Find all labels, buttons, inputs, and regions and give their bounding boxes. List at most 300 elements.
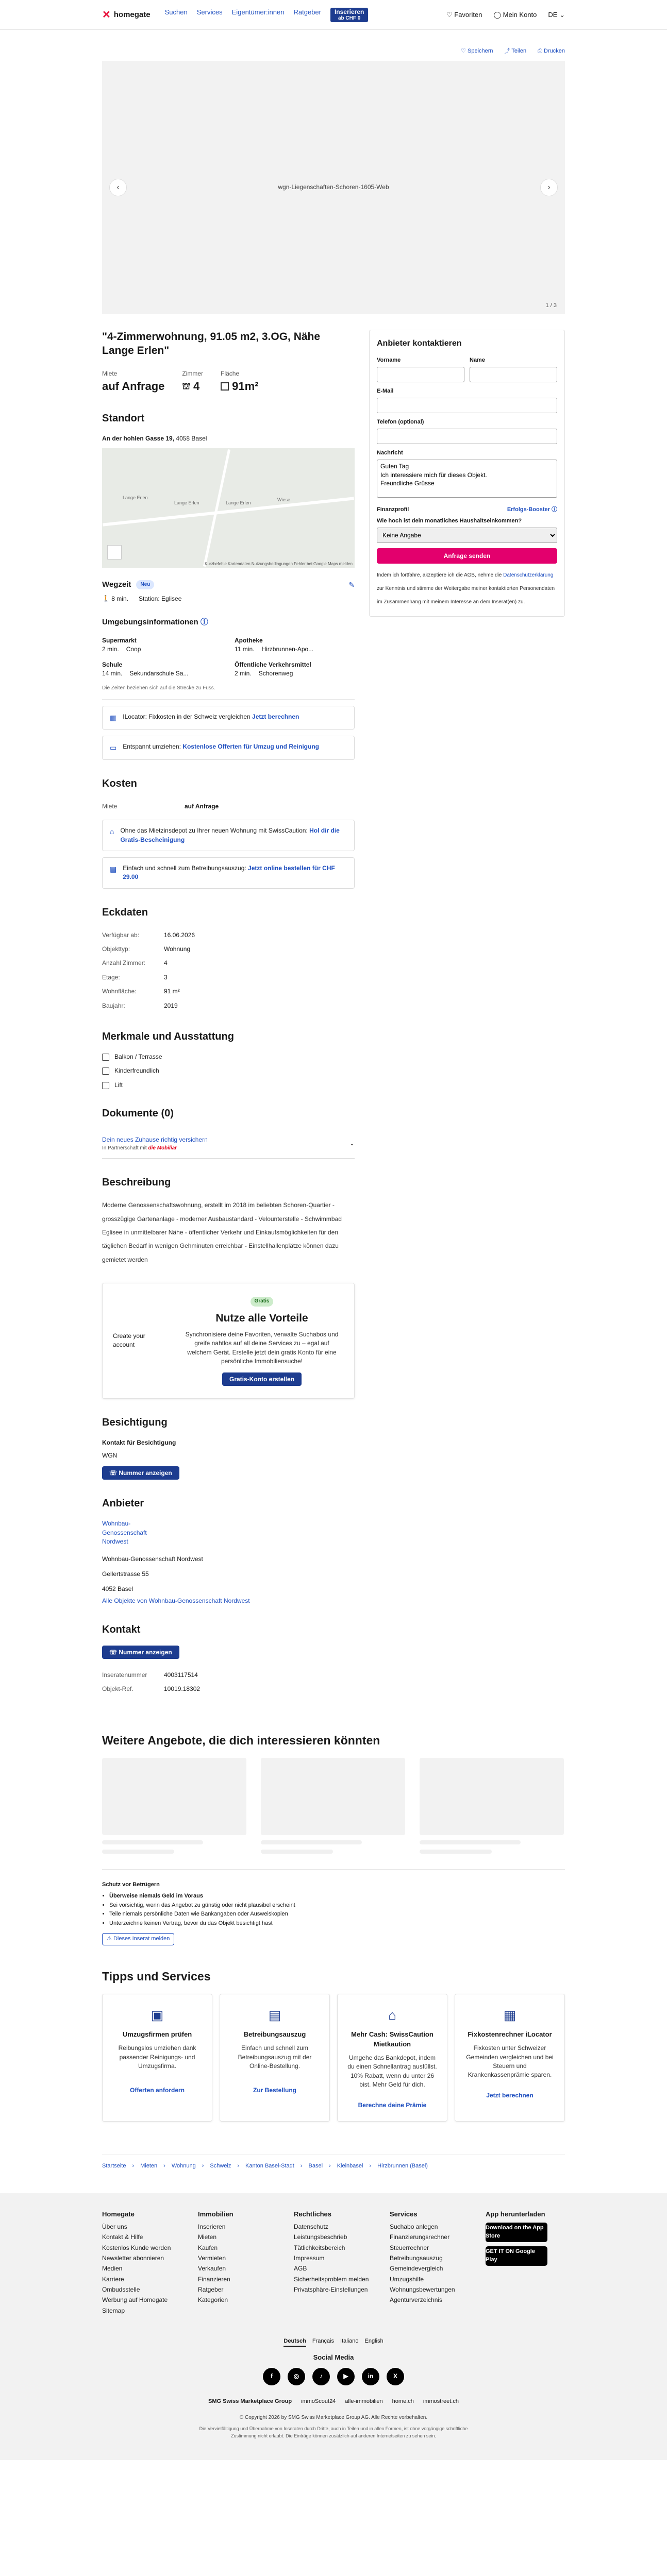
document-icon: ▤: [110, 865, 117, 873]
promo-swisscaution[interactable]: [102, 820, 355, 851]
calculator-icon: ▦: [503, 2007, 516, 2023]
travel-duration-value: 8 min.: [111, 595, 128, 602]
offer-card-placeholder[interactable]: [261, 1758, 405, 1854]
map-street-view-button[interactable]: [107, 545, 122, 560]
map-label: Lange Erlen: [123, 495, 148, 501]
lang-fr[interactable]: Français: [312, 2338, 335, 2345]
keydata-key: Wohnfläche:: [102, 988, 137, 995]
footer-link[interactable]: Kostenlos Kunde werden: [102, 2244, 171, 2251]
provider-street: Gellertstrasse 55: [102, 1570, 149, 1578]
chevron-right-icon: ›: [237, 2162, 240, 2169]
footer-link[interactable]: Finanzieren: [198, 2275, 230, 2283]
map[interactable]: [102, 448, 355, 568]
offer-card-placeholder[interactable]: [102, 1758, 246, 1854]
footer-link[interactable]: Ombudsstelle: [102, 2286, 140, 2294]
language-label: DE: [548, 10, 558, 19]
box-icon: ▣: [151, 2007, 164, 2023]
footer-link[interactable]: Verkaufen: [198, 2265, 226, 2273]
breadcrumb-item[interactable]: Wohnung: [171, 2162, 196, 2169]
site-footer: [0, 2193, 667, 2460]
breadcrumb-item[interactable]: Kleinbasel: [337, 2162, 363, 2169]
footer-link[interactable]: Ratgeber: [198, 2286, 224, 2294]
x-icon[interactable]: X: [387, 2368, 404, 2385]
warning-icon: ⚠: [107, 1936, 112, 1942]
message-label: Nachricht: [377, 449, 403, 456]
keydata-key: Objekttyp:: [102, 945, 130, 953]
provider-link-line[interactable]: Nordwest: [102, 1538, 128, 1546]
account-promo-left: Create your account: [113, 1332, 145, 1349]
tip-title: Umzugsfirmen prüfen: [122, 2030, 192, 2039]
footer-link[interactable]: Wohnungsbewertungen: [390, 2286, 455, 2294]
env-item-name: Sekundarschule Sa...: [129, 670, 189, 677]
env-item-name: Coop: [126, 646, 141, 653]
keydata-value: 3: [164, 973, 168, 981]
finance-label: Finanzprofil: [377, 506, 409, 513]
footer-link[interactable]: Impressum: [294, 2254, 325, 2262]
promo-link[interactable]: Hol dir die Gratis-Bescheinigung: [120, 827, 340, 843]
environment-heading: [102, 617, 355, 628]
gallery-image-alt: wgn-Liegenschaften-Schoren-1605-Web: [278, 183, 389, 191]
footer-col-title: Rechtliches: [294, 2210, 331, 2218]
promo-text: Ohne das Mietzinsdepot zu Ihrer neuen Wohnung mit SwissCaution:: [120, 827, 310, 835]
first-name-input[interactable]: [377, 367, 464, 382]
chevron-right-icon: ›: [547, 183, 551, 192]
brand-links: [102, 2398, 565, 2406]
footer-link[interactable]: Kontakt & Hilfe: [102, 2233, 143, 2241]
offer-card-placeholder[interactable]: [420, 1758, 564, 1854]
env-item-title: Schule: [102, 660, 123, 668]
tip-text: Fixkosten unter Schweizer Gemeinden vergleichen und bei Steuern und Krankenkassenprämie sparen.: [466, 2044, 554, 2079]
env-item-name: Hirzbrunnen-Apo...: [261, 646, 314, 653]
footer-link[interactable]: Sitemap: [102, 2307, 125, 2314]
tip-text: Einfach und schnell zum Betreibungsauszug mit der Online-Bestellung.: [238, 2044, 312, 2070]
footer-link[interactable]: Kaufen: [198, 2244, 218, 2251]
rooms-value: 4: [193, 379, 200, 393]
contact-key: Objekt-Ref.: [102, 1685, 134, 1692]
brand-link[interactable]: immoScout24: [301, 2398, 336, 2405]
bed-icon: ⛫: [182, 381, 191, 391]
costs-heading: Kosten: [102, 777, 137, 789]
location-heading: Standort: [102, 412, 145, 424]
footer-col-legal: [294, 2210, 371, 2317]
footer-link[interactable]: Medien: [102, 2265, 123, 2273]
logo-text: homegate: [113, 10, 151, 20]
env-item-time: 2 min.: [235, 670, 252, 677]
insurance-accordion[interactable]: [102, 1129, 355, 1159]
tip-link[interactable]: Berechne deine Prämie: [358, 2101, 427, 2109]
breadcrumb-item[interactable]: Basel: [308, 2162, 323, 2169]
map-attribution: Kurzbefehle Kartendaten Nutzungsbedingungen Fehler bei Google Maps melden: [205, 561, 353, 566]
tip-title: Fixkostenrechner iLocator: [468, 2030, 552, 2039]
footer-link[interactable]: Karriere: [102, 2275, 124, 2283]
keydata-value: Wohnung: [164, 945, 191, 953]
footer-link[interactable]: Datenschutz: [294, 2223, 328, 2230]
keydata-row: [102, 942, 355, 956]
area-value: 91m²: [232, 379, 259, 393]
contact-form-heading: Anbieter kontaktieren: [377, 338, 462, 348]
insurance-partner: [102, 1145, 208, 1153]
breadcrumb-item[interactable]: Schweiz: [210, 2162, 231, 2169]
footer-link[interactable]: Tätlichkeitsbereich: [294, 2244, 345, 2251]
contact-sidebar: [369, 330, 565, 1696]
chevron-right-icon: ›: [132, 2162, 135, 2169]
provider-link-line[interactable]: Genossenschaft: [102, 1529, 147, 1536]
footer-link[interactable]: Suchabo anlegen: [390, 2223, 438, 2230]
breadcrumb: [102, 2155, 565, 2171]
promo-text: Entspannt umziehen:: [123, 743, 183, 751]
tip-text: Reibungslos umziehen dank passender Reinigungs- und Umzugsfirma.: [118, 2044, 196, 2070]
rent-value: auf Anfrage: [102, 379, 165, 393]
env-item-title: Supermarkt: [102, 637, 137, 645]
address-street: An der hohlen Gasse 19,: [102, 434, 175, 442]
contact-row: [102, 1668, 355, 1682]
promo-moving[interactable]: [102, 736, 355, 759]
mobiliar-logo: die Mobiliar: [148, 1145, 177, 1151]
phone-input[interactable]: [377, 429, 557, 444]
keydata-row: [102, 999, 355, 1013]
tips-cards: [102, 1994, 565, 2122]
gallery-next-button[interactable]: [540, 179, 558, 196]
travel-station: Station: Eglisee: [138, 595, 182, 602]
feature-label: Kinderfreundlich: [114, 1067, 159, 1075]
nav-eigentuemer[interactable]: Eigentümer:innen: [231, 8, 285, 16]
tip-card: [102, 1994, 212, 2122]
footer-col-services: [390, 2210, 467, 2317]
footer-link[interactable]: Newsletter abonnieren: [102, 2254, 164, 2262]
youtube-icon[interactable]: ▶: [337, 2368, 355, 2385]
show-number-button[interactable]: [102, 1646, 179, 1659]
footer-link[interactable]: Steuerrechner: [390, 2244, 429, 2251]
fraud-item: • Teile niemals persönliche Daten wie Bankangaben oder Ausweiskopien: [109, 1910, 565, 1919]
footer-link[interactable]: Inserieren: [198, 2223, 226, 2230]
inserieren-label: Inserieren: [334, 8, 364, 15]
site-header: [0, 0, 667, 30]
tips-heading: Tipps und Services: [102, 1970, 211, 1984]
new-badge: Neu: [136, 580, 154, 590]
keydata-table: [102, 928, 355, 1013]
tip-link[interactable]: Offerten anfordern: [129, 2087, 185, 2094]
phone-icon: ☏: [109, 1648, 118, 1656]
contact-heading: Kontakt: [102, 1623, 141, 1635]
area-label: Fläche: [221, 369, 240, 377]
fraud-item: • Überweise niemals Geld im Voraus: [109, 1892, 565, 1901]
income-select[interactable]: [377, 528, 557, 543]
child-icon: [102, 1067, 109, 1075]
tip-card: [455, 1994, 565, 2122]
message-textarea[interactable]: [377, 460, 557, 498]
rent-label: Miete: [102, 369, 118, 377]
facebook-icon[interactable]: f: [263, 2368, 280, 2385]
keydata-row: [102, 971, 355, 985]
tiktok-icon[interactable]: ♪: [312, 2368, 330, 2385]
footer-link[interactable]: Agenturverzeichnis: [390, 2296, 443, 2304]
fraud-heading: Schutz vor Betrügern: [102, 1881, 160, 1888]
email-label: E-Mail: [377, 388, 394, 395]
env-item: [102, 660, 222, 679]
footer-link[interactable]: Privatsphäre-Einstellungen: [294, 2286, 368, 2294]
viewing-heading: Besichtigung: [102, 1416, 168, 1428]
contact-form: [369, 330, 565, 617]
tip-link[interactable]: Zur Bestellung: [253, 2087, 296, 2094]
provider-logo-link[interactable]: [102, 1519, 355, 1546]
contact-row: [102, 1682, 355, 1696]
image-gallery[interactable]: [102, 61, 565, 314]
keydata-heading: Eckdaten: [102, 906, 148, 918]
heart-icon: ♡: [446, 10, 453, 19]
more-offers: [102, 1732, 565, 1853]
show-number-label: Nummer anzeigen: [119, 1469, 172, 1477]
create-account-button[interactable]: Gratis-Konto erstellen: [222, 1372, 302, 1386]
balcony-icon: [102, 1054, 109, 1061]
footer-link[interactable]: Mieten: [198, 2233, 217, 2241]
legal-note: Die Vervielfältigung und Übernahme von Inseraten durch Dritte, auch in Teilen und in allen Formen, ist ohne vorgängige schriftliche Zustimmung nicht erlaubt. Die Einträge können zusätzlich auf anderen Internetseiten zu sehen sein.: [199, 2426, 468, 2438]
cost-row: [102, 800, 355, 814]
footer-link[interactable]: Kategorien: [198, 2296, 228, 2304]
social-links: [102, 2368, 565, 2385]
cost-value: auf Anfrage: [185, 802, 219, 810]
last-name-input[interactable]: [470, 367, 557, 382]
footer-col-app: [486, 2210, 563, 2317]
fraud-item: • Sei vorsichtig, wenn das Angebot zu günstig oder nicht plausibel erscheint: [109, 1902, 565, 1910]
provider-link-line[interactable]: Wohnbau-: [102, 1520, 131, 1528]
env-item-time: 14 min.: [102, 670, 123, 677]
provider-heading: Anbieter: [102, 1498, 144, 1510]
listing-title: "4-Zimmerwohnung, 91.05 m2, 3.OG, Nähe Lange Erlen": [102, 330, 321, 357]
account-promo-title: Nutze alle Vorteile: [215, 1312, 308, 1324]
environment-heading-text: Umgebungsinformationen: [102, 618, 198, 627]
environment-note: Die Zeiten beziehen sich auf die Strecke zu Fuss.: [102, 685, 355, 700]
save-label: Speichern: [468, 48, 493, 54]
promo-ilocator[interactable]: [102, 706, 355, 730]
breadcrumb-item[interactable]: Kanton Basel-Stadt: [245, 2162, 294, 2169]
keydata-value: 16.06.2026: [164, 931, 195, 939]
keydata-key: Baujahr:: [102, 1002, 125, 1009]
share-icon: ⤴: [504, 48, 510, 54]
footer-col-title: App herunterladen: [486, 2210, 545, 2218]
documents-heading: Dokumente (0): [102, 1108, 174, 1120]
promo-link[interactable]: Jetzt berechnen: [252, 713, 299, 721]
brand-link[interactable]: home.ch: [392, 2398, 414, 2405]
language-select[interactable]: [548, 10, 565, 20]
contact-value: 10019.18302: [164, 1685, 201, 1692]
keydata-value: 91 m²: [164, 988, 180, 995]
address-city: 4058 Basel: [176, 434, 207, 442]
chevron-right-icon: ›: [300, 2162, 303, 2169]
walk-icon: 🚶: [102, 595, 110, 602]
privacy-link[interactable]: Datenschutzerklärung: [503, 572, 554, 578]
footer-link[interactable]: AGB: [294, 2265, 307, 2273]
env-item-title: Öffentliche Verkehrsmittel: [235, 660, 311, 668]
fraud-item: • Unterzeichne keinen Vertrag, bevor du das Objekt besichtigt hast: [109, 1920, 565, 1928]
info-icon[interactable]: ⓘ: [200, 618, 208, 627]
account-link[interactable]: [493, 10, 537, 20]
promo-link[interactable]: Jetzt online bestellen für CHF 29.00: [123, 864, 335, 881]
account-promo-text: Synchronisiere deine Favoriten, verwalte Suchabos und greife nahtlos auf all deine Services zu – egal auf welchem Gerät. Erstelle jetzt dein gratis Konto für eine persönliche Immobiliensuche!: [185, 1331, 339, 1365]
listing-actions: [102, 30, 565, 61]
keydata-key: Verfügbar ab:: [102, 931, 140, 939]
show-number-button[interactable]: [102, 1466, 179, 1480]
show-number-label: Nummer anzeigen: [119, 1648, 172, 1656]
tip-title: Betreibungsauszug: [243, 2030, 306, 2039]
chevron-right-icon: ›: [163, 2162, 165, 2169]
instagram-icon[interactable]: ◎: [288, 2368, 305, 2385]
feature-item: [102, 1053, 355, 1061]
consent-text: [377, 569, 557, 609]
gallery-counter: 1 / 3: [545, 302, 557, 309]
address: [102, 434, 355, 443]
elevator-icon: [102, 1082, 109, 1089]
bank-icon: ⌂: [388, 2007, 396, 2023]
user-icon: ◯: [493, 10, 502, 19]
breadcrumb-item[interactable]: Startseite: [102, 2162, 126, 2169]
brand-link[interactable]: immostreet.ch: [423, 2398, 459, 2405]
promo-text: Einfach und schnell zum Betreibungsauszug:: [123, 864, 248, 872]
print-label: Drucken: [544, 48, 565, 54]
footer-link[interactable]: Vermieten: [198, 2254, 226, 2262]
brand-link[interactable]: alle-immobilien: [345, 2398, 383, 2405]
finance-profile: [377, 506, 557, 514]
nav-services[interactable]: Services: [196, 8, 223, 16]
nav-suchen[interactable]: Suchen: [164, 8, 188, 16]
footer-col-homegate: [102, 2210, 179, 2317]
chevron-left-icon: ‹: [116, 183, 120, 192]
footer-link[interactable]: Betreibungsauszug: [390, 2254, 443, 2262]
lang-en[interactable]: English: [364, 2338, 383, 2345]
keydata-row: [102, 956, 355, 970]
map-label: Wiese: [277, 497, 291, 503]
inserieren-price: ab CHF 0: [338, 15, 361, 22]
tip-link[interactable]: Jetzt berechnen: [486, 2091, 533, 2099]
key-facts: [102, 369, 355, 395]
print-icon: ⎙: [538, 48, 542, 54]
footer-link[interactable]: Gemeindevergleich: [390, 2265, 443, 2273]
first-name-label: Vorname: [377, 357, 401, 364]
footer-link[interactable]: Umzugshilfe: [390, 2275, 424, 2283]
environment-grid: [102, 636, 355, 679]
footer-link[interactable]: Finanzierungsrechner: [390, 2233, 450, 2241]
feature-label: Balkon / Terrasse: [114, 1053, 162, 1061]
footer-link[interactable]: Sicherheitsproblem melden: [294, 2275, 369, 2283]
contact-key: Inseratenummer: [102, 1671, 147, 1679]
income-label: Wie hoch ist dein monatliches Haushaltseinkommen?: [377, 517, 522, 524]
tip-card: [337, 1994, 447, 2122]
env-item-time: 11 min.: [235, 646, 255, 653]
calculator-icon: ▦: [110, 714, 117, 722]
language-switcher: [102, 2337, 565, 2347]
gallery-prev-button[interactable]: [109, 179, 127, 196]
smg-brand[interactable]: SMG Swiss Marketplace Group: [208, 2398, 292, 2405]
travel-heading: Wegzeit: [102, 580, 131, 589]
linkedin-icon[interactable]: in: [362, 2368, 379, 2385]
share-label: Teilen: [511, 48, 527, 54]
feature-item: [102, 1081, 355, 1090]
inserieren-button[interactable]: [330, 8, 368, 22]
tip-title: Mehr Cash: SwissCaution Mietkaution: [351, 2030, 433, 2048]
breadcrumb-item[interactable]: Mieten: [140, 2162, 158, 2169]
header-actions: [446, 10, 565, 20]
cost-label: Miete: [102, 802, 118, 810]
promo-link[interactable]: Kostenlose Offerten für Umzug und Reinigung: [182, 743, 319, 751]
env-item: [235, 636, 355, 654]
map-label: Lange Erlen: [226, 500, 251, 506]
keydata-row: [102, 985, 355, 998]
lang-it[interactable]: Italiano: [340, 2338, 359, 2345]
booster-link[interactable]: Erfolgs-Booster: [507, 506, 550, 513]
more-offers-heading: Weitere Angebote, die dich interessieren könnten: [102, 1734, 380, 1748]
features-heading: Merkmale und Ausstattung: [102, 1031, 234, 1043]
area-icon: [221, 382, 229, 391]
favorites-label: Favoriten: [454, 10, 482, 19]
favorites-link[interactable]: [446, 10, 482, 20]
logo[interactable]: [102, 8, 151, 23]
rooms-label: Zimmer: [182, 369, 204, 377]
lang-de[interactable]: Deutsch: [284, 2337, 306, 2347]
email-input[interactable]: [377, 398, 557, 413]
share-button[interactable]: [505, 47, 527, 56]
nav-ratgeber[interactable]: Ratgeber: [293, 8, 321, 16]
save-button[interactable]: [461, 47, 493, 56]
social-heading: Social Media: [313, 2353, 354, 2362]
heart-icon: ♡: [461, 48, 466, 54]
env-item-name: Schorenweg: [258, 670, 293, 677]
report-listing-label: Dieses Inserat melden: [113, 1936, 170, 1942]
footer-link[interactable]: Leistungsbeschrieb: [294, 2233, 347, 2241]
print-button[interactable]: [538, 47, 565, 56]
chevron-down-icon: ⌄: [559, 10, 565, 19]
travel-duration: [102, 595, 128, 603]
breadcrumb-item[interactable]: Hirzbrunnen (Basel): [377, 2162, 428, 2169]
chevron-right-icon: ›: [369, 2162, 372, 2169]
env-item: [102, 636, 222, 654]
consent-pre: Indem ich fortfahre, akzeptiere ich die AGB, nehme die: [377, 572, 504, 578]
footer-col-immobilien: [198, 2210, 275, 2317]
chevron-right-icon: ›: [329, 2162, 331, 2169]
provider-all-objects-link[interactable]: Alle Objekte von Wohnbau-Genossenschaft Nordwest: [102, 1597, 250, 1604]
env-item-time: 2 min.: [102, 646, 119, 653]
send-request-button[interactable]: Anfrage senden: [377, 548, 557, 564]
keydata-key: Etage:: [102, 973, 120, 981]
tip-text: Umgehe das Bankdepot, indem du einen Schnellantrag ausfüllst. 10% Rabatt, wenn du unter 26 bist. Mehr Geld für dich.: [347, 2054, 437, 2089]
feature-item: [102, 1066, 355, 1075]
description-text: Moderne Genossenschaftswohnung, erstellt im 2018 im beliebten Schoren-Quartier - grosszügige Gartenanlage - moderner Ausbaustandard - Velounterstelle - Schwimmbad Eglisee in unmittelbarer Nähe - öffentlicher Verkehr und Einkaufsmöglichkeiten für den täglichen Bedarf in wenigen Gehminuten erreichbar - Einstellhallenplätze können dazu gemietet werden: [102, 1201, 342, 1263]
promo-betreibung[interactable]: [102, 857, 355, 889]
footer-link[interactable]: Werbung auf Homegate: [102, 2296, 168, 2304]
logo-x-icon: ✕: [102, 9, 111, 21]
account-label: Mein Konto: [503, 10, 537, 19]
footer-link[interactable]: Über uns: [102, 2223, 127, 2230]
feature-label: Lift: [114, 1081, 123, 1089]
pencil-icon[interactable]: ✎: [348, 580, 355, 589]
chevron-down-icon: ⌄: [349, 1140, 355, 1147]
env-item-title: Apotheke: [235, 637, 263, 645]
app-store-badge[interactable]: Download on the App Store: [486, 2223, 547, 2242]
keydata-value: 2019: [164, 1002, 178, 1009]
contact-value: 4003117514: [164, 1671, 198, 1679]
provider-name: Wohnbau-Genossenschaft Nordwest: [102, 1555, 203, 1563]
map-label: Lange Erlen: [174, 500, 199, 506]
insurance-link[interactable]: Dein neues Zuhause richtig versichern: [102, 1136, 208, 1144]
report-listing-button[interactable]: [102, 1933, 174, 1945]
viewing-label: Kontakt für Besichtigung: [102, 1438, 176, 1446]
phone-label: Telefon (optional): [377, 419, 424, 425]
listing-main: [102, 330, 355, 1696]
provider-city: 4052 Basel: [102, 1585, 134, 1593]
info-icon[interactable]: ⓘ: [552, 506, 557, 513]
truck-icon: ▭: [110, 743, 117, 752]
play-store-badge[interactable]: GET IT ON Google Play: [486, 2246, 547, 2266]
footer-col-title: Homegate: [102, 2210, 135, 2218]
tip-card: [220, 1994, 330, 2122]
